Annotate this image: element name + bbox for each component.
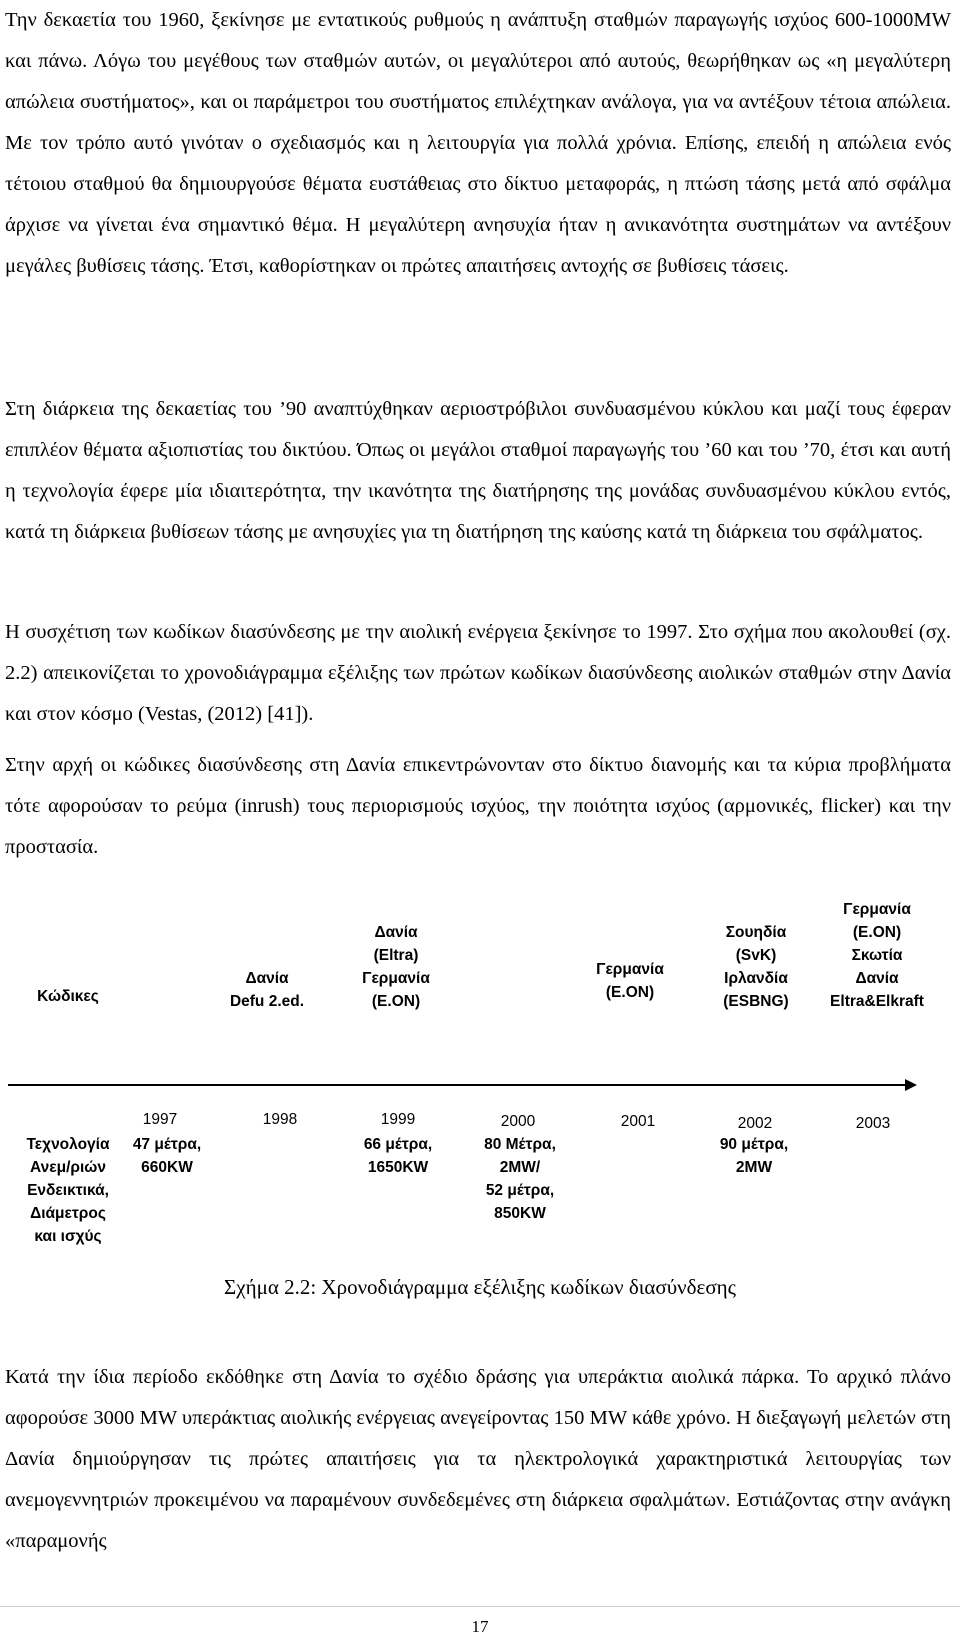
paragraph-1960s: Την δεκαετία του 1960, ξεκίνησε με εντατικούς ρυθμούς η ανάπτυξη σταθμών παραγωγής ισχύος 600-1000MW και πάνω. Λόγω του μεγέθους των σταθμών αυτών, οι μεγαλύτεροι από αυτούς, θεωρήθηκαν ως «η μεγαλύτερη απώλεια συστήματος», και οι παράμετροι του συστήματος επιλέχτηκαν ανάλογα, για να αντέξουν τέτοια απώλεια. Με τον τρόπο αυτό γινόταν ο σχεδιασμός και η λειτουργία για πολλά χρόνια. Επίσης, επειδή η απώλεια ενός τέτοιου σταθμού θα δημιουργούσε θέματα ευστάθειας στο δίκτυο μεταφοράς, η πτώση τάσης μετά από σφάλμα άρχισε να γίνεται ένα σημαντικό θέμα. Η μεγαλύτερη ανησυχία ήταν η ανικανότητα συστημάτων να αντέξουν μεγάλες βυθίσεις τάσης. Έτσι, καθορίστηκαν οι πρώτες απαιτήσεις αντοχής σε βυθίσεις τάσεις. [5, 9, 951, 277]
tech-2002: 90 μέτρα, 2MW [719, 1136, 789, 1176]
code-1998: Δανία Defu 2.ed. [229, 970, 305, 1010]
year-1999: 1999 [380, 1111, 416, 1128]
paragraph-1990s: Στη διάρκεια της δεκαετίας του ’90 αναπτύχθηκαν αεριοστρόβιλοι συνδυασμένου κύκλου και μαζί τους έφεραν επιπλέον θέματα αξιοπιστίας του δικτύου. Όπως οι μεγάλοι σταθμοί παραγωγής του ’60 και του ’70, έτσι και αυτή η τεχνολογία έφερε μία ιδιαιτερότητα, την ικανότητα της διατήρησης της μονάδας συνδυασμένου κύκλου εντός, κατά τη διάρκεια βυθίσεων τάσης με ανησυχίες για τη διατήρηση της καύσης κατά τη διάρκεια του σφάλματος. [5, 398, 951, 543]
paragraph-denmark-distribution: Στην αρχή οι κώδικες διασύνδεσης στη Δανία επικεντρώνονταν στο δίκτυο διανομής και τα κύρια προβλήματα τότε αφορούσαν το ρεύμα (inrush) τους περιορισμούς ισχύος, την ποιότητα ισχύος (αρμονικές, flicker) και την προστασία. [5, 754, 951, 858]
year-2001: 2001 [620, 1113, 656, 1130]
year-2000: 2000 [500, 1113, 536, 1130]
year-2003: 2003 [855, 1115, 891, 1132]
figure-caption: Σχήμα 2.2: Χρονοδιάγραμμα εξέλιξης κωδίκων διασύνδεσης [224, 1275, 736, 1299]
tech-1997: 47 μέτρα, 660KW [132, 1136, 202, 1176]
page-number: 17 [471, 1617, 489, 1636]
paragraph-offshore-plan: Κατά την ίδια περίοδο εκδόθηκε στη Δανία το σχέδιο δράσης για υπεράκτια αιολικά πάρκα. Το αρχικό πλάνο αφορούσε 3000 MW υπεράκτιας αιολικής ενέργειας ανεγείροντας 150 MW κάθε χρόνο. Η διεξαγωγή μελετών στη Δανία δημιούργησαν τις πρώτες απαιτήσεις για τα ηλεκτρολογικά χαρακτηριστικά λειτουργίας των ανεμογεννητριών προκειμένου να παραμένουν συνδεδεμένες στη διάρκεια σφαλμάτων. Εστιάζοντας στην ανάγκη «παραμονής [5, 1366, 951, 1552]
tech-1999: 66 μέτρα, 1650KW [363, 1136, 433, 1176]
timeline-figure [0, 901, 960, 1250]
year-1997: 1997 [142, 1111, 178, 1128]
footer-divider [0, 1606, 960, 1607]
year-2002: 2002 [737, 1115, 773, 1132]
code-2003: Γερμανία (E.ON) Σκωτία Δανία Eltra&Elkraft [830, 901, 924, 1010]
codes-row-title: Κώδικες [37, 988, 99, 1005]
code-1999: Δανία (Eltra) Γερμανία (E.ON) [362, 924, 430, 1010]
paragraph-grid-codes-1997: Η συσχέτιση των κωδίκων διασύνδεσης με την αιολική ενέργεια ξεκίνησε το 1997. Στο σχήμα που ακολουθεί (σχ. 2.2) απεικονίζεται το χρονοδιάγραμμα εξέλιξης των πρώτων κωδίκων διασύνδεσης αιολικών σταθμών στην Δανία και στον κόσμο (Vestas, (2012) [41]). [5, 621, 951, 725]
year-1998: 1998 [262, 1111, 298, 1128]
tech-2000: 80 Μέτρα, 2MW/ 52 μέτρα, 850KW [484, 1136, 556, 1222]
technology-row-title: Τεχνολογία Ανεμ/ριών Ενδεικτικά, Διάμετρος και ισχύς [26, 1136, 110, 1245]
code-2001: Γερμανία (E.ON) [596, 961, 664, 1001]
code-2002: Σουηδία (SvK) Ιρλανδία (ESBNG) [723, 924, 789, 1010]
